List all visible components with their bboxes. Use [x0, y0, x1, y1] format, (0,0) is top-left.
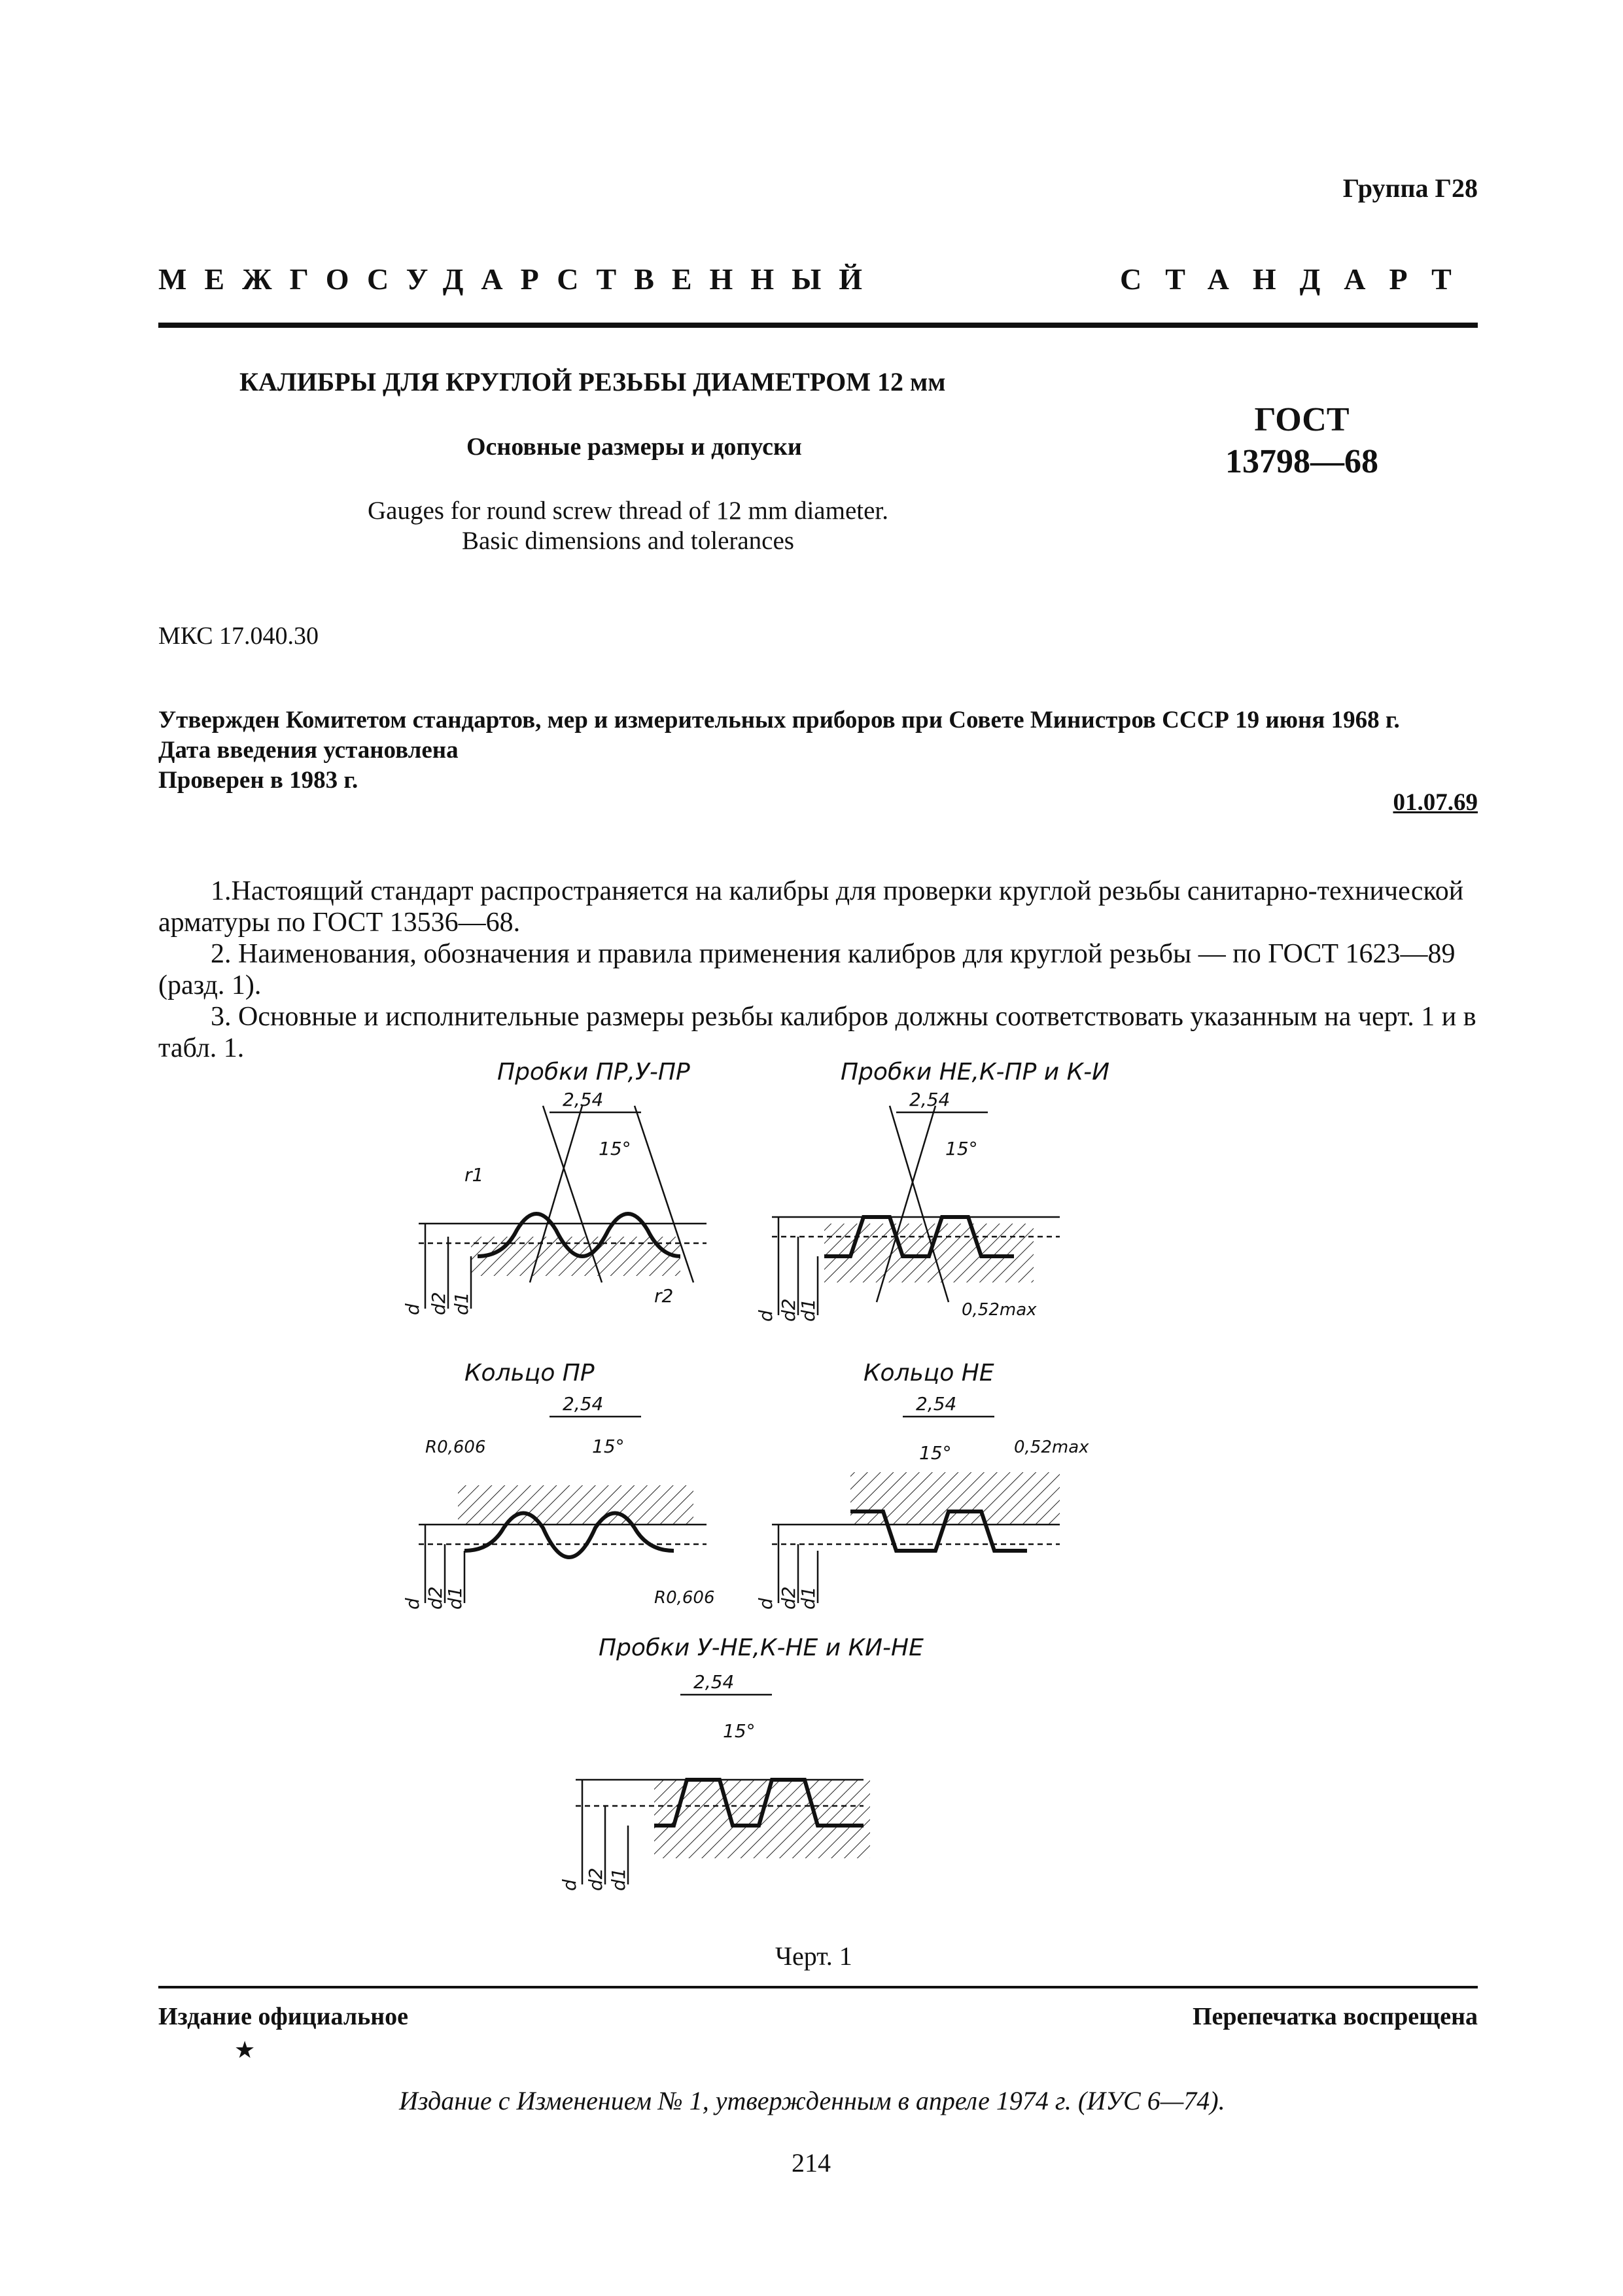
approval-line-3: Проверен в 1983 г.: [158, 767, 358, 794]
d2-label-5: d2: [585, 1867, 606, 1891]
english-title: [288, 496, 968, 556]
d2-label-2: d2: [778, 1298, 799, 1322]
header-rule: [158, 323, 1478, 328]
pitch-label: 2,54: [563, 1089, 604, 1110]
label-plug-une: Пробки У-НЕ,К-НЕ и КИ-НЕ: [599, 1634, 924, 1661]
radius-label-2: R0,606: [654, 1588, 715, 1608]
introduction-date: 01.07.69: [1393, 789, 1478, 816]
approval-line-1: Утвержден Комитетом стандартов, мер и измерительных приборов при Совете Министров СССР 19 июня 1968 г.: [158, 707, 1400, 733]
gost-label: ГОСТ: [1254, 401, 1350, 438]
footer-rule: [158, 1986, 1478, 1988]
label-ring-pr: Кольцо ПР: [464, 1360, 595, 1386]
official-edition: Издание официальное: [158, 2003, 409, 2030]
angle-label: 15°: [599, 1138, 631, 1159]
d1-label-2: d1: [797, 1298, 819, 1322]
d-label: d: [402, 1303, 423, 1315]
change-note: Издание с Изменением № 1, утвержденным в апреле 1974 г. (ИУС 6—74).: [399, 2086, 1225, 2115]
approval-line-2: Дата введения установлена: [158, 737, 459, 764]
r2-label: r2: [654, 1285, 674, 1307]
d-label-5: d: [559, 1879, 580, 1891]
d2-label: d2: [428, 1292, 449, 1315]
figure-ring-ne: [755, 1360, 1089, 1610]
d1-label: d1: [451, 1292, 472, 1315]
header-standard: СТАНДАРТ: [1120, 262, 1475, 296]
paragraph-3: 3. Основные и исполнительные размеры резьбы калибров должны соответствовать указанным на черт. 1 и в табл. 1.: [158, 1002, 1476, 1063]
figure-plug-ne: [755, 1059, 1109, 1322]
r1-label: r1: [464, 1164, 484, 1186]
english-title-line-2: Basic dimensions and tolerances: [462, 527, 794, 555]
label-plug-ne: Пробки НЕ,К-ПР и К-И: [841, 1059, 1110, 1086]
radius-label-1: R0,606: [425, 1438, 486, 1457]
paragraph-2: 2. Наименования, обозначения и правила применения калибров для круглой резьбы — по ГОСТ 1623—89 (разд. 1).: [158, 939, 1456, 1000]
header-interstate: МЕЖГОСУДАРСТВЕННЫЙ: [158, 262, 881, 296]
thread-gauge-drawing: [366, 1040, 1243, 1930]
d1-label-4: d1: [797, 1586, 819, 1610]
gost-number-block: [1204, 399, 1400, 483]
pitch-label-4: 2,54: [916, 1393, 957, 1415]
mks-code: МКС 17.040.30: [158, 622, 319, 650]
star-icon: ★: [234, 2037, 256, 2063]
angle-label-5: 15°: [723, 1720, 756, 1742]
gost-number: 13798—68: [1225, 443, 1378, 480]
english-title-line-1: Gauges for round screw thread of 12 mm diameter.: [368, 497, 888, 525]
figure-plug-une: [559, 1634, 924, 1891]
document-title: КАЛИБРЫ ДЛЯ КРУГЛОЙ РЕЗЬБЫ ДИАМЕТРОМ 12 мм: [239, 367, 946, 397]
paragraph-1: 1.Настоящий стандарт распространяется на калибры для проверки круглой резьбы санитарно-технической арматуры по ГОСТ 13536—68.: [158, 876, 1464, 938]
d2-label-3: d2: [425, 1586, 446, 1610]
max-label: 0,52max: [962, 1300, 1037, 1320]
reprint-prohibited: Перепечатка воспрещена: [1192, 2003, 1478, 2030]
d1-label-3: d1: [444, 1586, 466, 1610]
pitch-label-3: 2,54: [563, 1393, 604, 1415]
angle-label-3: 15°: [592, 1436, 625, 1457]
angle-label-4: 15°: [919, 1442, 952, 1464]
d-label-3: d: [402, 1598, 423, 1610]
pitch-label-5: 2,54: [693, 1671, 735, 1693]
label-plug-pr: Пробки ПР,У-ПР: [497, 1059, 690, 1086]
pitch-label-2: 2,54: [909, 1089, 951, 1110]
d1-label-5: d1: [608, 1867, 629, 1891]
group-code: Группа Г28: [1342, 173, 1478, 203]
approval-block: [158, 705, 1480, 796]
document-subtitle: Основные размеры и допуски: [466, 433, 802, 461]
figure-caption: Черт. 1: [775, 1941, 852, 1971]
figure-plug-pr: [402, 1059, 707, 1315]
d-label-2: d: [755, 1310, 777, 1322]
d-label-4: d: [755, 1598, 777, 1610]
max-label-2: 0,52max: [1014, 1438, 1089, 1457]
d2-label-4: d2: [778, 1586, 799, 1610]
label-ring-ne: Кольцо НЕ: [864, 1360, 994, 1386]
figure-ring-pr: [402, 1360, 715, 1610]
page-number: 214: [792, 2148, 831, 2178]
angle-label-2: 15°: [945, 1138, 978, 1159]
